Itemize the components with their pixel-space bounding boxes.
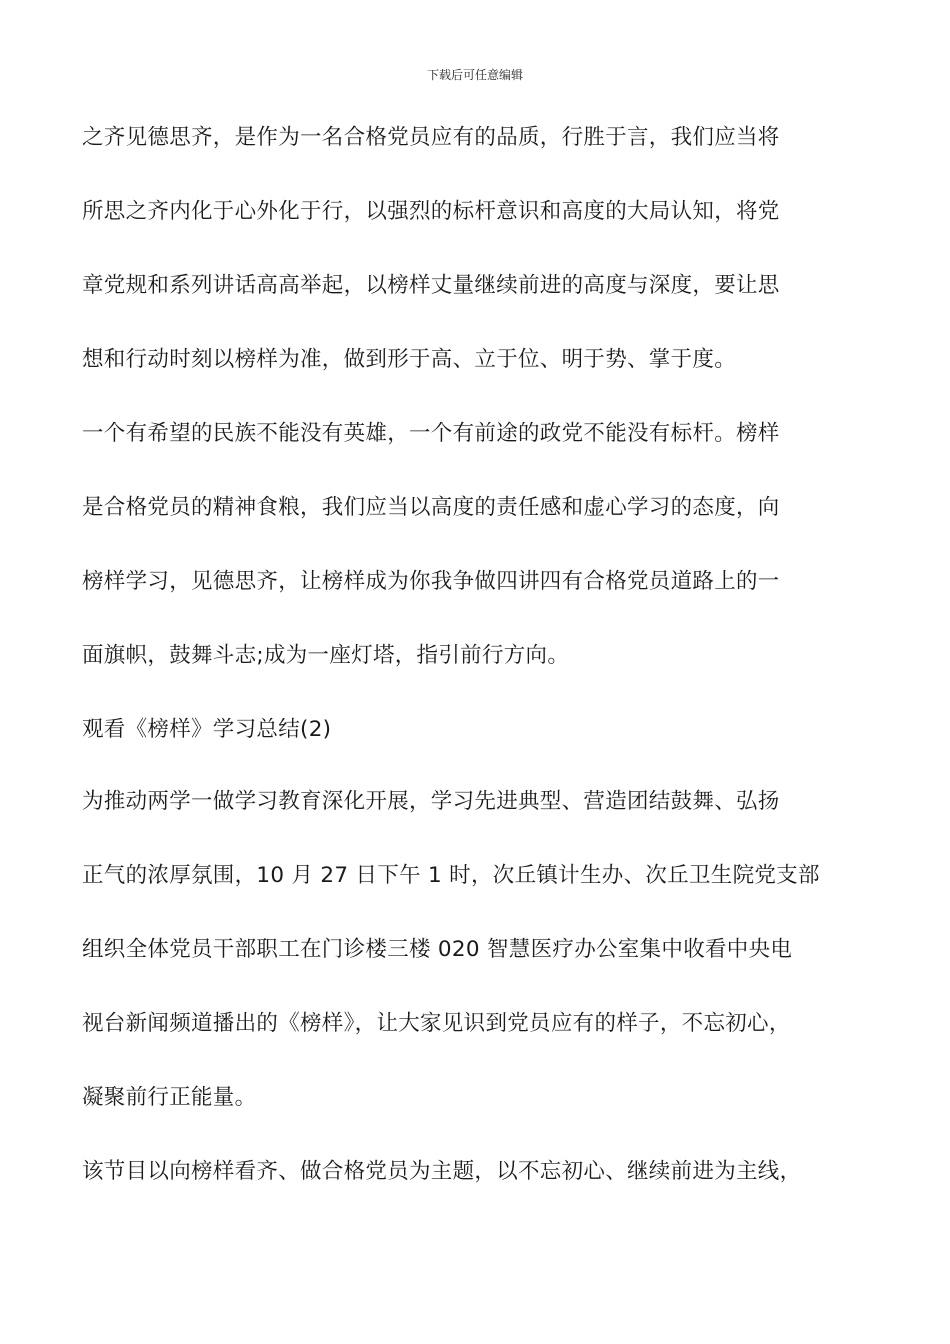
text-line: 凝聚前行正能量。 (82, 1085, 257, 1110)
text-line: 章党规和系列讲话高高举起，以榜样丈量继续前进的高度与深度，要让思 (82, 273, 780, 298)
text-line: 想和行动时刻以榜样为准，做到形于高、立于位、明于势、掌于度。 (82, 347, 737, 372)
text-line: 之齐见德思齐，是作为一名合格党员应有的品质，行胜于言，我们应当将 (82, 125, 780, 150)
text-line: 正气的浓厚氛围，10 月 27 日下午 1 时，次丘镇计生办、次丘卫生院党支部 (82, 863, 820, 888)
text-line: 组织全体党员干部职工在门诊楼三楼 020 智慧医疗办公室集中收看中央电 (82, 937, 793, 962)
text-line: 所思之齐内化于心外化于行，以强烈的标杆意识和高度的大局认知，将党 (82, 199, 780, 224)
text-line: 一个有希望的民族不能没有英雄，一个有前途的政党不能没有标杆。榜样 (82, 421, 780, 446)
text-line: 为推动两学一做学习教育深化开展，学习先进典型、营造团结鼓舞、弘扬 (82, 789, 780, 814)
page-header: 下载后可任意编辑 (426, 68, 523, 82)
section-heading: 观看《榜样》学习总结(2) (82, 717, 332, 742)
text-line: 面旗帜，鼓舞斗志;成为一座灯塔，指引前行方向。 (82, 643, 570, 668)
text-line: 该节目以向榜样看齐、做合格党员为主题，以不忘初心、继续前进为主线， (82, 1159, 802, 1184)
text-line: 榜样学习，见德思齐，让榜样成为你我争做四讲四有合格党员道路上的一 (82, 569, 780, 594)
text-line: 是合格党员的精神食粮，我们应当以高度的责任感和虚心学习的态度，向 (82, 495, 780, 520)
text-line: 视台新闻频道播出的《榜样》，让大家见识到党员应有的样子，不忘初心， (82, 1011, 791, 1036)
